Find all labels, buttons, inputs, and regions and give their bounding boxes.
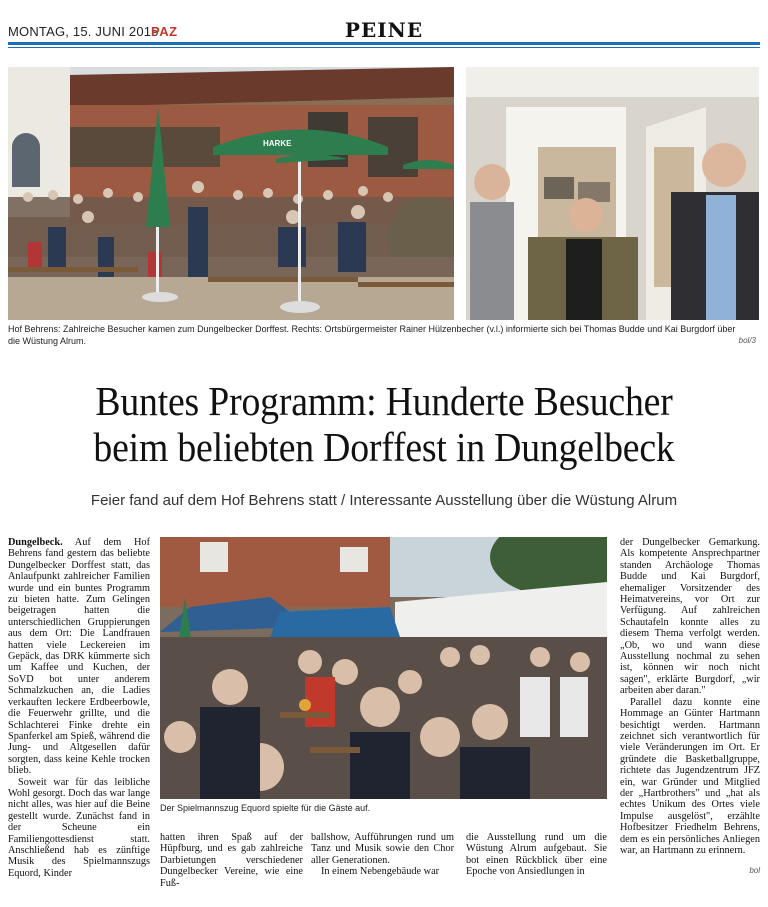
photo-credit-top: bol/3	[738, 336, 756, 345]
header-rule	[8, 42, 760, 45]
article-column-3	[311, 832, 454, 878]
article-headline	[49, 378, 719, 470]
photo-caption-mid: Der Spielmannszug Equord spielte für die Gäste auf.	[160, 803, 371, 813]
headline-line-1: Buntes Programm: Hunderte Besucher	[95, 378, 673, 424]
article-column-2	[160, 832, 303, 889]
paper-name: PAZ	[151, 24, 178, 39]
article-column-5	[620, 537, 760, 856]
umbrella-brand: HARKE	[263, 139, 292, 148]
article-paragraph: Soweit war für das leibliche Wohl gesorgt. Doch das war lange nicht alles, was hier auf die Beine gestellt wurde. Zunächst fand in der Scheune ein Familiengottesdienst statt. Anschließend hab es zünftige Musik des Spielmannszugs Equord, Kinder	[8, 776, 150, 879]
dateline: Dungelbeck.	[8, 537, 63, 548]
article-paragraph: ballshow, Aufführungen rund um Tanz und Musik sowie den Chor aller Generationen.	[311, 832, 454, 866]
article-paragraph: die Ausstellung rund um die Wüstung Alrum aufgebaut. Sie bot einen Rückblick über eine Epoche von Ansiedlungen in	[466, 832, 607, 878]
issue-date: MONTAG, 15. JUNI 2015	[8, 24, 159, 39]
page-header	[8, 18, 760, 42]
article-column-4	[466, 832, 607, 878]
section-title: PEINE	[344, 18, 424, 42]
headline-line-2: beim beliebten Dorffest in Dungelbeck	[93, 424, 675, 470]
photo-exhibition-visitors	[466, 67, 759, 320]
article-paragraph: Dungelbeck. Auf dem Hof Behrens fand gestern das beliebte Dungelbecker Dorffest statt, das Anlaufpunkt zahlreicher Familien wurde und ein buntes Programm zu bieten hatte. Zum Gelingen beigetragen hatten die unterschiedlichen Gruppierungen aus dem Ort: Die Landfrauen hatten viele Leckereien im Gepäck, das DRK kümmerte sich um Kaffee und Kuchen, der SoVD bot unter anderem Schmalzkuchen an, die Ladies verkauften leckere Erdbeerbowle, die Feuerwehr grillte, und die Schlachterei Finke drehte ein Spanferkel am Spieß, während die Jung- und Altgesellen dafür sorgten, dass keine Kehle trocken blieb.	[8, 537, 150, 777]
article-subheadline: Feier fand auf dem Hof Behrens statt / Interessante Ausstellung über die Wüstung Alrum	[90, 492, 678, 509]
article-paragraph: hatten ihren Spaß auf der Hüpfburg, und es gab zahlreiche Darbietungen verschiedener Dungelbecker Vereine, wie eine Fuß-	[160, 832, 303, 889]
article-paragraph: In einem Nebengebäude war	[321, 866, 440, 878]
article-paragraph: der Dungelbecker Gemarkung. Als kompetente Ansprechpartner standen Archäologe Thomas Budde und Kai Burgdorf, ehemaliger Vorsitzender des Heimatvereins, vor Ort zur Verfügung. Auf zahlreichen Schautafeln konnte alles zu diesem Thema verfolgt werden. „Ob, wo und wann diese Ausstellung nochmal zu sehen ist, können wir noch nicht sagen", erklärte Burgdorf, „wir arbeiten aber daran."	[620, 537, 760, 697]
photo-courtyard-crowd	[8, 67, 454, 320]
header-rule-thin	[8, 47, 760, 48]
article-credit: bol	[749, 866, 760, 875]
photo-caption-top: Hof Behrens: Zahlreiche Besucher kamen zum Dungelbecker Dorffest. Rechts: Ortsbürgermeister Rainer Hülzenbecher (v.l.) informierte sich bei Thomas Budde und Kai Burgdorf über die Wüstung Alrum.	[8, 324, 736, 346]
article-column-1	[8, 537, 150, 879]
article-paragraph: Parallel dazu konnte eine Hommage an Günter Hartmann besichtigt werden. Hartmann zeichnet sich verantwortlich für viele Veränderungen im Ort. Er gründete die Basketballgruppe, richtete das Jugendzentrum JFZ ein, war Gründer und Mitglied der „Hartbrothers" und „hat als echtes Unikum des Ortes viele Impulse ausgelöst", erzählte Hofbesitzer Friedhelm Behrens, dem es ein persönliches Anliegen war, an Hartmann zu erinnern.	[620, 696, 760, 856]
photo-marching-band	[160, 537, 607, 799]
